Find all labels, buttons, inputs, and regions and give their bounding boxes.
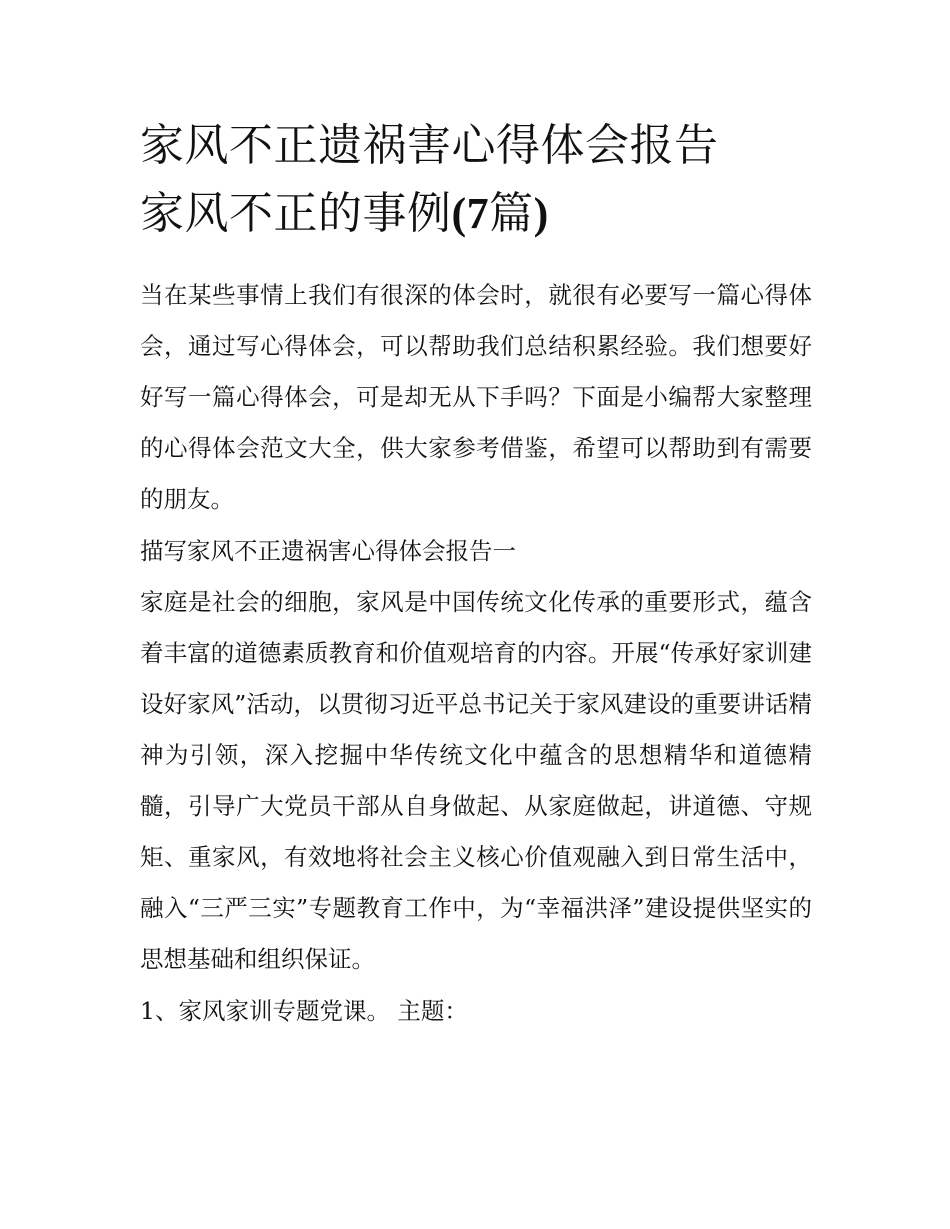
title-line-2-suffix: 篇 [489, 188, 534, 239]
document-title [140, 112, 812, 248]
document-page [140, 112, 812, 1037]
intro-paragraph: 当在某些事情上我们有很深的体会时，就很有必要写一篇心得体会，通过写心得体会，可以帮助我们总结积累经验。我们想要好好写一篇心得体会，可是却无从下手吗？下面是小编帮大家整理的心得体会范文大全，供大家参考借鉴，希望可以帮助到有需要的朋友。 [140, 281, 812, 513]
title-line-2-count: (7 [451, 189, 490, 238]
list-item: 1、家风家训专题党课。 主题： [140, 997, 468, 1025]
title-line-2-prefix: 家风不正的事例 [140, 188, 452, 239]
section-heading: 描写家风不正遗祸害心得体会报告一 [140, 537, 516, 565]
body-paragraph: 家庭是社会的细胞，家风是中国传统文化传承的重要形式，蕴含着丰富的道德素质教育和价值观培育的内容。开展“传承好家训建设好家风”活动，以贯彻习近平总书记关于家风建设的重要讲话精神为引领，深入挖掘中华传统文化中蕴含的思想精华和道德精髓，引导广大党员干部从自身做起、从家庭做起，讲道德、守规矩、重家风，有效地将社会主义核心价值观融入到日常生活中，融入“三严三实”专题教育工作中，为“幸福洪泽”建设提供坚实的思想基础和组织保证。 [140, 588, 812, 973]
title-line-2-close: ) [533, 189, 549, 238]
title-line-1: 家风不正遗祸害心得体会报告 [140, 120, 719, 171]
